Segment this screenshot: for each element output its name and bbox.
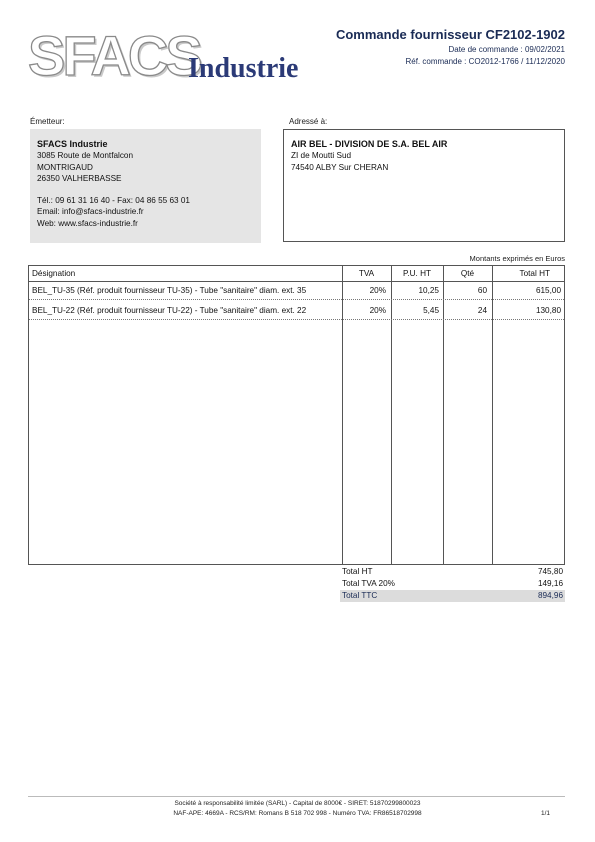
column-divider [492,266,493,564]
header-vat: TVA [358,269,375,278]
cell-designation: BEL_TU-22 (Réf. produit fournisseur TU-22) - Tube "sanitaire" diam. ext. 22 [32,306,307,315]
cell-quantity: 60 [477,286,487,295]
logo-brand: SFACS [28,24,200,87]
row-separator [29,299,564,300]
sender-address-line: 3085 Route de Montfalcon [37,151,134,160]
order-date: Date de commande : 09/02/2021 [448,45,565,54]
total-ttc-row [340,590,565,602]
recipient-address-line: ZI de Moutti Sud [291,151,352,160]
cell-total: 615,00 [535,286,561,295]
sender-phone: Tél.: 09 61 31 16 40 - Fax: 04 86 55 63 01 [37,195,190,205]
total-vat-value: 149,16 [537,579,563,588]
sender-address-line: MONTRIGAUD [37,162,93,172]
header-quantity: Qté [460,269,475,278]
currency-note: Montants exprimés en Euros [469,254,565,263]
total-ht-label: Total HT [342,567,373,576]
row-separator [29,319,564,320]
cell-unit-price: 5,45 [423,306,439,315]
footer-registration-line: NAF-APE: 4669A - RCS/RM: Romans B 518 702 998 - Numéro TVA: FR86518702998 [173,810,422,817]
cell-vat: 20% [369,306,386,315]
sender-name: SFACS Industrie [37,139,108,149]
table-header [29,266,564,282]
recipient-label: Adressé à: [289,117,328,126]
sender-label: Émetteur: [30,117,65,126]
cell-vat: 20% [369,286,386,295]
cell-quantity: 24 [477,306,487,315]
total-ttc-value: 894,96 [537,591,563,600]
page-number: 1/1 [540,810,550,817]
document-title: Commande fournisseur CF2102-1902 [335,27,565,42]
total-vat-label: Total TVA 20% [342,579,395,588]
totals-block [340,566,565,602]
header-designation: Désignation [32,269,76,278]
column-divider [342,266,343,564]
recipient-address-line: 74540 ALBY Sur CHERAN [291,162,389,172]
sender-website[interactable]: Web: www.sfacs-industrie.fr [37,218,138,228]
logo-suffix: Industrie [188,53,299,84]
total-vat-row [340,578,565,590]
footer-legal-line: Société à responsabilité limitée (SARL) - Capital de 8000€ - SIRET: 51870299800023 [174,800,421,807]
total-ht-value: 745,80 [537,567,563,576]
sender-email[interactable]: Email: info@sfacs-industrie.fr [37,207,144,216]
recipient-box [283,129,565,242]
sender-box [30,129,261,243]
total-ttc-label: Total TTC [342,591,378,600]
column-divider [443,266,444,564]
cell-designation: BEL_TU-35 (Réf. produit fournisseur TU-35) - Tube "sanitaire" diam. ext. 35 [32,286,307,295]
items-table [28,265,565,565]
header-total: Total HT [519,269,550,278]
column-divider [391,266,392,564]
cell-total: 130,80 [535,306,561,315]
total-ht-row [340,566,565,578]
order-reference: Réf. commande : CO2012-1766 / 11/12/2020 [405,57,565,66]
header-unit-price: P.U. HT [402,269,432,278]
footer-divider [28,796,565,797]
cell-unit-price: 10,25 [418,286,439,295]
recipient-name: AIR BEL - DIVISION DE S.A. BEL AIR [291,139,448,149]
sender-address-line: 26350 VALHERBASSE [37,174,122,183]
company-logo [28,24,328,88]
